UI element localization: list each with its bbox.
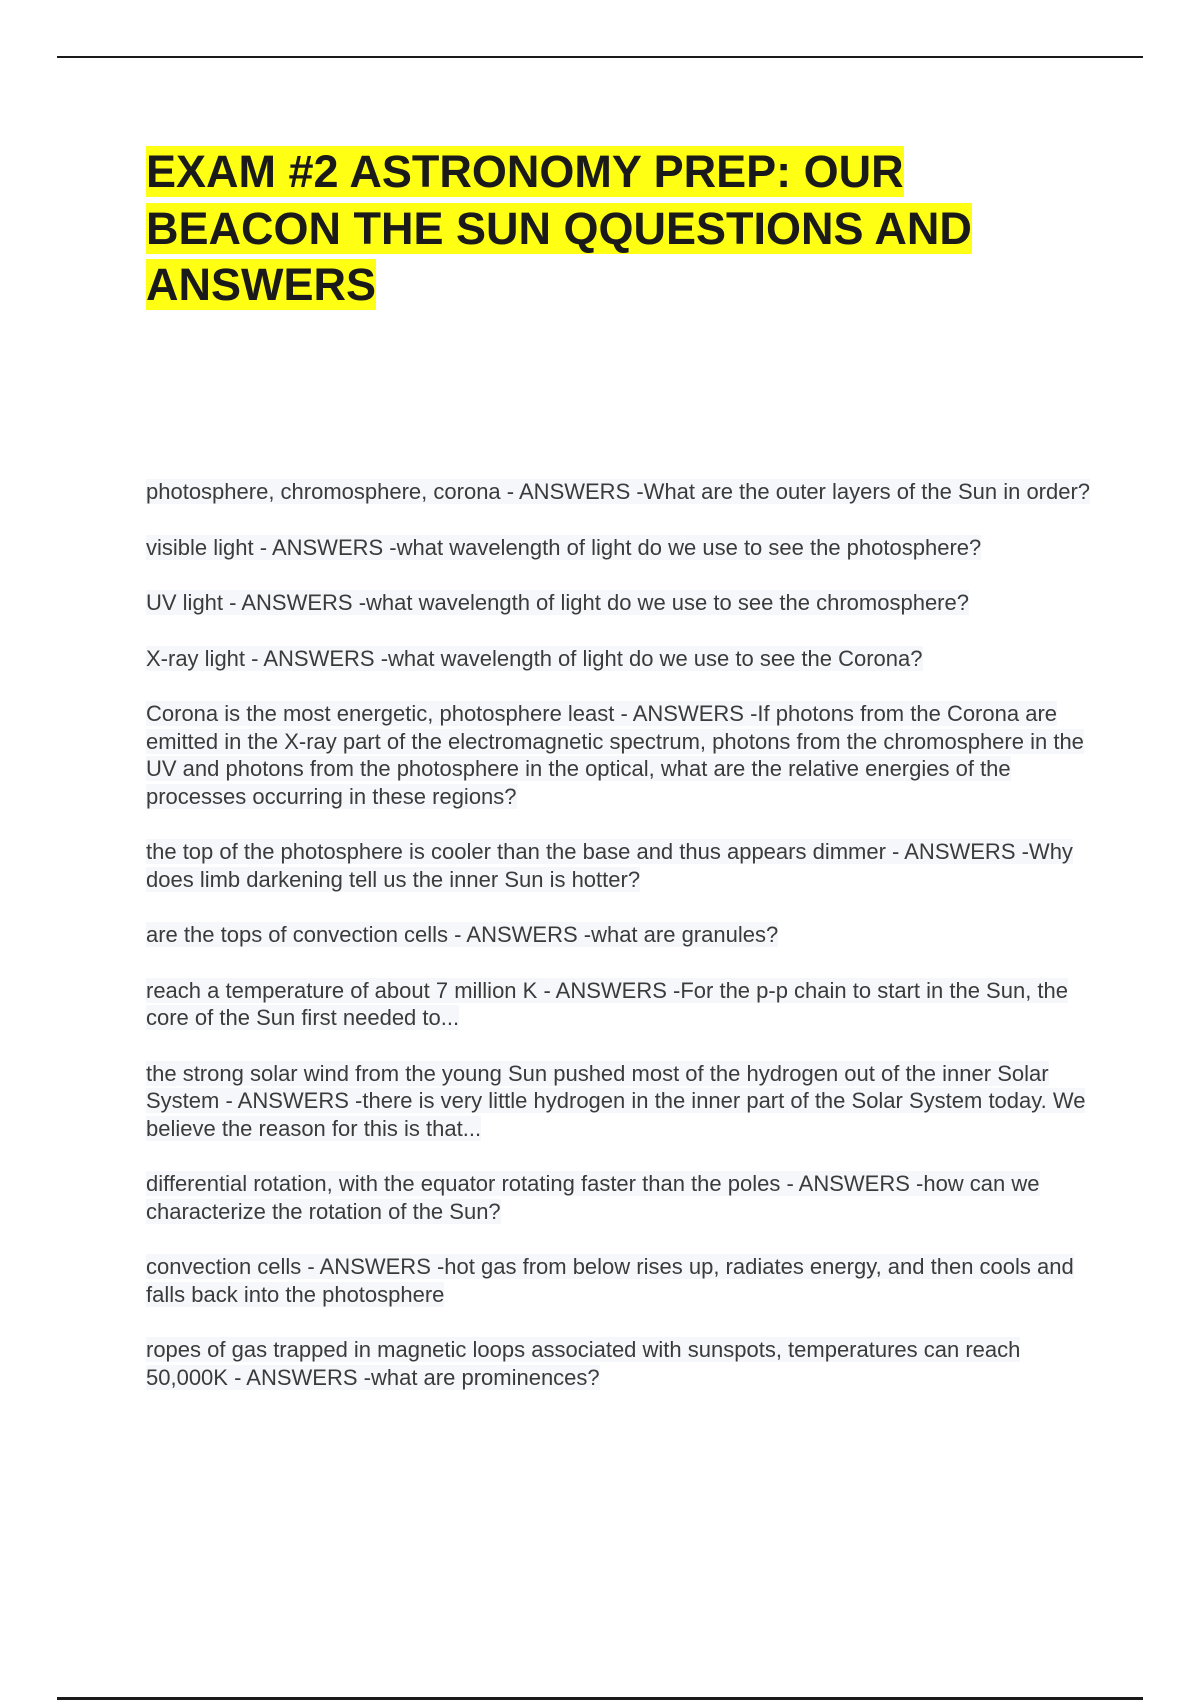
title-highlight: EXAM #2 ASTRONOMY PREP: OUR BEACON THE SUN QQUESTIONS AND ANSWERS [146,146,972,310]
qa-item [146,1336,1091,1391]
qa-item [146,977,1091,1032]
page-title [146,144,1066,314]
qa-text: convection cells - ANSWERS -hot gas from below rises up, radiates energy, and then cools and falls back into the photosphere [146,1254,1074,1307]
qa-item [146,534,1091,562]
qa-text: ropes of gas trapped in magnetic loops associated with sunspots, temperatures can reach 50,000K - ANSWERS -what are prominences? [146,1337,1021,1390]
qa-item [146,1253,1091,1308]
qa-text: the top of the photosphere is cooler than the base and thus appears dimmer - ANSWERS -Why does limb darkening tell us the inner Sun is hotter? [146,839,1073,892]
qa-item [146,838,1091,893]
qa-item [146,700,1091,810]
qa-item [146,589,1091,617]
qa-text: UV light - ANSWERS -what wavelength of light do we use to see the chromosphere? [146,590,969,615]
qa-text: X-ray light - ANSWERS -what wavelength of light do we use to see the Corona? [146,645,923,671]
qa-text: are the tops of convection cells - ANSWERS -what are granules? [146,922,779,947]
qa-item [146,645,1091,673]
qa-text: visible light - ANSWERS -what wavelength of light do we use to see the photosphere? [146,534,982,560]
qa-text: Corona is the most energetic, photosphere least - ANSWERS -If photons from the Corona are emitted in the X-ray part of the electromagnetic spectrum, photons from the chromosphere in the UV and photons from the photosphere in the optical, what are the relative energies of the processes occurring in these regions? [146,701,1084,809]
qa-list [146,478,1091,1419]
qa-text: the strong solar wind from the young Sun pushed most of the hydrogen out of the inner Solar System - ANSWERS -there is very little hydrogen in the inner part of the Solar System today. We believe the reason for this is that... [146,1060,1086,1141]
qa-item [146,921,1091,949]
qa-item [146,478,1091,506]
title-block [146,144,1066,314]
qa-text: differential rotation, with the equator rotating faster than the poles - ANSWERS -how can we characterize the rotation of the Sun? [146,1171,1040,1224]
qa-item [146,1060,1091,1143]
top-rule [57,56,1143,58]
qa-text: photosphere, chromosphere, corona - ANSWERS -What are the outer layers of the Sun in order? [146,479,1091,504]
qa-text: reach a temperature of about 7 million K - ANSWERS -For the p-p chain to start in the Sun, the core of the Sun first needed to... [146,977,1069,1030]
qa-item [146,1170,1091,1225]
